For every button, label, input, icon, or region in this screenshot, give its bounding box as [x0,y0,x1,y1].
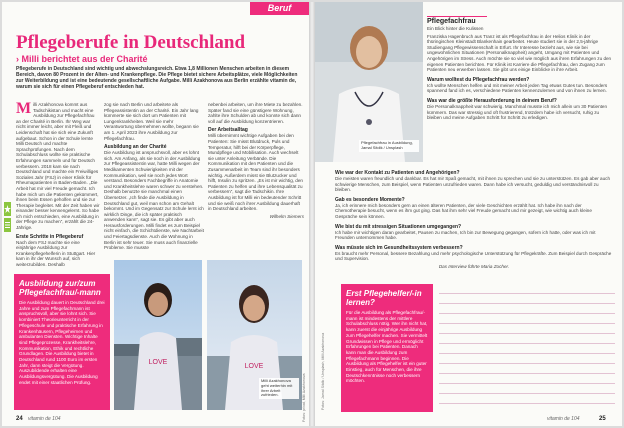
question-2: Was war die größte Herausforderung in deinem Beruf? [427,97,557,104]
green-marker-lines [4,218,11,232]
column-3-heading: Der Arbeitsalltag [208,127,248,134]
interview-top [427,18,613,144]
subheadline: › Milli berichtet aus der Charité [16,54,148,64]
portrait-caption: Pflegefachfrau in Ausbildung, Jamal Sitdik / Unsplash [359,140,419,152]
answer-1: Ich wollte Menschen helfen und mit meiner Arbeit jeden Tag etwas Gutes tun. Besonders spannend fand ich es, verschiedene Patienten kennenzulernen und von ihnen zu lernen. [427,82,608,94]
column-2 [104,102,204,254]
pink-rule [427,16,487,17]
notes-area [439,284,615,410]
question-4: Gab es besondere Momente? [335,196,405,203]
question-5: Wie bist du mit stressigen Situationen umgegangen? [335,223,462,230]
author-signature: Wilhelm Siemers [269,213,304,219]
star-icon [4,202,11,216]
lines-icon [4,218,11,232]
photo-nurse-portrait [315,2,423,162]
kicker: Pflegefachfrau [427,18,476,25]
photo-milli-portrait [207,260,302,410]
question-3: Wie war der Kontakt zu Patienten und Angehörigen? [335,170,460,176]
column-3-text-2: Milli übernimmt wichtige Aufgaben bei den Patienten: Sie misst Blutdruck, Puls und Temperatur, hilft bei der Körperpflege, Mundpflege und Mobilisation. Auch wechselt sie unter Anleitung Verbände. Die Kommunikation mit den Patienten und die Zusammenarbeit im Team sind ihr besonders wichtig. Außerdem misst sie Blutzucker und hilft, Insulin zu spritzen. „Es ist mir wichtig, den Patienten zu helfen und ihre Lebensqualität zu verbessern“, sagt die Tadschikin. Ihre Ausbildung ist für Milli ein bedeutender Schritt und sie weiß noch ihrer Ausbildung dauerhaft in Deutschland arbeiten. [208,133,303,212]
column-3-text: nebenbei arbeiten, um ihre Miete zu bezahlen. Später fand sie eine günstigere Wohnung, zahlte ihre Schulden ab und konnte sich dann voll auf die Ausbildung konzentrieren. [208,102,303,124]
dropcap: M [16,100,32,117]
column-1 [16,100,100,268]
intro-text: Pflegeberufe in Deutschland sind wichtig und abwechslungsreich. Etwa 1,8 Millionen Menschen arbeiten in diesem Bereich, davon 80 Prozent in der Alten- und Krankenpflege. Die Pflege bietet sichere Arbeitsplätze, viele Möglichkeiten zur Weiterbildung und ist eine bedeutende gesellschaftliche Aufgabe. Milli Azakhonova aus Berlin erzählte vitamin de, warum sie sich für einen Pflegeberuf entschieden hat. [16,66,298,91]
info-box-ausbildung [14,274,110,410]
svg-text:LOVE: LOVE [244,363,264,370]
answer-6: Es braucht mehr Personal, bessere Bezahlung und mehr psychologische Unterstützung für Pflegekräfte. Zum Beispiel durch Gespräche und Supervision. [335,250,612,262]
info-box-title: Ausbildung zur/zum Pflegefachfrau/-mann [19,279,101,297]
question-6: Was müsste sich im Gesundheitssystem verbessern? [335,244,463,251]
answer-4: Ja, ich erinnere mich besonders gern an einen älteren Patienten, der viele Geschichten erzählt hat. Ich habe ihn nach der Chemotherapie besucht, wenn es ihm gut ging. Das hat ihm sehr viel Freude gemacht und mir gezeigt, wie wichtig auch kleine Gespräche sein können. [335,202,592,219]
photo-image [114,260,202,410]
page-title: Pflegeberufe in Deutschland [16,32,246,53]
column-1-text-2: Nach dem FSJ machte sie eine einjährige Ausbildung zur Krankenpflegehelferin in Stuttgart. Hier kam in ihr der Wunsch auf, sich weiterzubilden. Deshalb [16,239,96,268]
subkicker: Ein Blick hinter die Kulissen [427,26,484,31]
page-number: 24 [16,416,23,422]
column-2-text-2: Die Ausbildung ist anspruchsvoll, aber es lohnt sich. Am Anfang, als sie noch in der Ausbildung zur Pflegeassistentin war, hatte Milli wegen der Medikamenten Schwierigkeiten mit der Kommunikation, weil sie noch jedes Wort verstand. Besonders Fachbegriffe in Anatomie und Krankheitslehre waren schwer zu verstehen. Deshalb benutzte sie manchmal einen Übersetzer. „Ich finde die Ausbildung in Deutschland gut, weil man schon am Gehalt bekommt. Und im Gegensatz zur Schule lernt ich wirklich Dinge, die ich später praktisch anwenden kann“, sagt sie. Es gibt aber auch Herausforderungen. Milli findet es zum Beispiel nicht einfach, die Schichtdienste, wie Nachtarbeit und Feiertagsdienste. Auch die Wohnung in Berlin ist sehr teuer. Sie muss auch finanzielle Probleme. Sie musste [104,150,204,251]
answer-5: Ich habe mir wichtigen daran gearbeitet, Pausen zu machen, Ich bin zur Bewegung gegangen, sofern ich hatte, oder was ich mit Freunden unternommen habe. [335,229,596,241]
answer-3: Die meisten waren freundlich und dankbar. Es hat mir Spaß gemacht, mit ihnen zu sprechen und sie zu unterstützen. Es gab aber auch schwierige Menschen, zum Beispiel, wenn Patienten unzufrieden waren. Dann habe ich versucht, geduldig und verständnisvoll zu bleiben. [335,176,611,193]
info-box-right-title: Erst Pflegehelfer/-in lernen? [346,289,422,307]
info-box-text: Die Ausbildung dauert in Deutschland drei Jahre und zum Pflegefachmann ist anspruchsvoll, aber sie lohnt sich. Sie kombiniert Theorieunterricht in der Pflegeschule und praktische Erfahrung in Krankenhäusern, Pflegeheimen und ambulanten Diensten. Wichtige Inhalte sind Pflegeprozesse, Krankheitslehre, Kommunikation, Ethik und rechtliche Grundlagen. Die Ausbildung bietet in Deutschland rund 1100 Euro im ersten Jahr, dann steigt die Vergütung. Auszubildende erhalten eine Ausbildungsvergütung. Die Ausbildung endet mit einer staatlichen Prüfung. [19,300,105,385]
page-number-right: 25 [599,416,606,422]
right-page [315,2,622,426]
interview-intro: Franziska Hagenbruch aus Tranz ist als Pflegefachfrau in der Helios Klinik in der thüringischen Kleinstadt Blankenhain gearbeitet. Heute studiert sie in der 2,5-jährige Studiengang Pflegewissenschaft in Erfurt. Ihr Interesse bezieht aus, wie sie bei ungewohnlichen Situationen (Personalknappheit) angeht, Umgang mit Patienten und Angehörigen im Stress. Auch möchte sie so viel wie möglich aus ihren Erfahrungen zu den eigenen Patienten berichten. Für Klinik ist Karriere die Pflegefachfrau, den Zugang zum Patienten neu erwerben lassen. Sie gibt uns einige Einblicke in ihre Arbeit. [427,33,612,73]
interviewer-credit: Das Interview führte Maria Zocher. [438,263,510,269]
svg-text:LOVE: LOVE [148,359,168,366]
magazine-name: vitamin de 104 [28,416,61,422]
photo-caption: Milli Azakhonova geht weiterhin mit ihrer Arbeit zufrieden. [259,378,299,399]
section-tab: Beruf [250,2,309,15]
vertical-credit-right: Fotos: Jamal Sitdik / Unsplash, Milli Azakhonova [321,332,325,410]
answer-2: Die Personalknappheit war schwierig. Manchmal musste ich mich allein um 30 Patienten kümmern. Das war stressig und oft frustrierend, trotzdem habe ich versucht, ruhig zu bleiben und meine Aufgaben Schritt für Schritt zu erledigen. [427,103,608,121]
info-box-right-text: Für die Ausbildung als Pflegefachfrau/-mann ist mindestens der mittlere Schulabschluss nötig. Wer ihn nicht hat, kann zuerst die einjährige Ausbildung zum Pflegehelfer machen. Sie vermittelt Grundwissen in Pflege und ermöglicht Erfahrungen bei Patienten. Danach kann man die Ausbildung zum Pflegefachmann beginnen. Die Ausbildung als Pflegehelfer ist ein guter Einstieg, auch für Menschen, die ihre Deutschkenntnisse noch verbessern möchten. [346,310,428,384]
info-box-pflegehelfer [341,284,433,412]
photo-milli-rooftop [114,260,202,410]
interview-bottom [335,166,613,278]
vertical-credit: Fotos: privat, Milli Azakhonova [302,373,306,422]
green-marker-star [4,202,11,216]
column-3 [208,102,304,254]
column-1-heading: Erste Schritte in Pflegeberuf [16,233,84,240]
column-2-heading: Ausbildung an der Charité [104,144,167,151]
nurse-photo-image [315,2,423,162]
column-2-text: zog sie nach Berlin und arbeitete als Pflegeassistentin an der Charité. Ein Jahr lang kümmerte sie sich dort um Patienten mit Lungenkrankheiten. Weil sie mehr Verantwortung übernehmen wollte, begann sie am 1. April 2023 ihre Ausbildung zur Pflegefachfrau. [104,102,199,141]
column-1-text: illi Azakhonova kommt aus Tadschikistan und macht eine Ausbildung zur Pflegefachfrau an der Charité in Berlin. Ihr Weg war nicht immer leicht, aber mit Fleiß und Leidenschaft hat sie sich eine Zukunft aufgebaut. Schon in der Schule lernte Milli Deutsch und machte Sprachprüfungen. Nach dem Schulabschluss wollte sie praktische Erfahrungen sammeln und für Deutsch verbessern. 2018 kam sie nach Deutschland und machte ein Freiwilliges Soziales Jahr (FSJ) in einer Klinik für Rheumapatienten in Baden-Baden. „Die Arbeit hat mir viel Freude gemacht. Ich habe mich um die Patienten gekümmert, ihnen beim Essen geholfen und sie zur Therapie begleitet. Mit der Zeit haben wir einander besser kennengelernt. So habe ich mich entschieden, eine Ausbildung in der Pflege zu machen“, erzählt die 24-Jährige. [16,102,100,231]
magazine-name-right: vitamin de 104 [547,416,580,422]
left-page [2,2,309,426]
question-1: Warum wolltest du Pflegefachfrau werden? [427,76,530,83]
